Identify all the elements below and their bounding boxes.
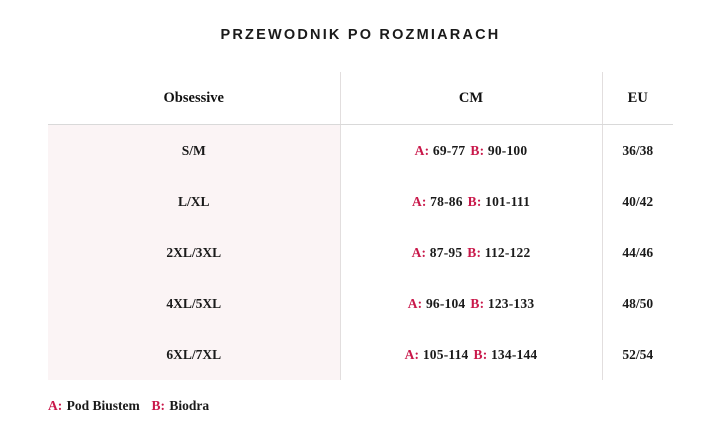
legend (48, 398, 721, 414)
cell-size: 6XL/7XL (48, 329, 340, 380)
legend-label-a: A: (48, 398, 63, 413)
measurement-value-b: 134-144 (490, 346, 538, 362)
cell-measurements (340, 125, 602, 177)
size-table (48, 72, 673, 380)
measurement-label-b: B: (473, 346, 488, 362)
cell-eu: 44/46 (602, 227, 673, 278)
size-table-container (48, 72, 673, 380)
measurement-label-b: B: (467, 193, 482, 209)
measurement-value-a: 87-95 (429, 244, 463, 260)
cell-size: L/XL (48, 176, 340, 227)
column-header-obsessive: Obsessive (48, 72, 340, 125)
measurement-value-b: 112-122 (484, 244, 531, 260)
legend-text-b: Biodra (169, 398, 210, 413)
measurement-label-a: A: (407, 295, 423, 311)
cell-eu: 40/42 (602, 176, 673, 227)
measurement-value-b: 90-100 (487, 142, 528, 158)
table-row (48, 278, 673, 329)
measurement-label-a: A: (404, 346, 420, 362)
legend-text-a: Pod Biustem (66, 398, 140, 413)
measurement-label-a: A: (411, 193, 427, 209)
cell-measurements (340, 329, 602, 380)
table-row (48, 125, 673, 177)
measurement-value-a: 69-77 (432, 142, 466, 158)
cell-size: 2XL/3XL (48, 227, 340, 278)
cell-measurements (340, 176, 602, 227)
measurement-value-b: 123-133 (487, 295, 535, 311)
cell-size: 4XL/5XL (48, 278, 340, 329)
measurement-value-a: 78-86 (430, 193, 463, 209)
measurement-label-a: A: (414, 142, 430, 158)
cell-measurements (340, 278, 602, 329)
cell-size: S/M (48, 125, 340, 177)
column-header-cm: CM (340, 72, 602, 125)
page-title: PRZEWODNIK PO ROZMIARACH (220, 27, 501, 43)
measurement-label-b: B: (467, 244, 482, 260)
cell-eu: 48/50 (602, 278, 673, 329)
measurement-value-b: 101-111 (485, 193, 531, 209)
table-header-row (48, 72, 673, 125)
measurement-value-a: 105-114 (422, 346, 469, 362)
measurement-label-a: A: (411, 244, 427, 260)
column-header-eu: EU (602, 72, 673, 125)
table-row (48, 329, 673, 380)
table-header (48, 72, 673, 125)
table-body (48, 125, 673, 381)
measurement-value-a: 96-104 (425, 295, 466, 311)
cell-measurements (340, 227, 602, 278)
measurement-label-b: B: (470, 142, 485, 158)
cell-eu: 52/54 (602, 329, 673, 380)
table-row (48, 176, 673, 227)
table-row (48, 227, 673, 278)
cell-eu: 36/38 (602, 125, 673, 177)
measurement-label-b: B: (470, 295, 485, 311)
legend-label-b: B: (151, 398, 166, 413)
